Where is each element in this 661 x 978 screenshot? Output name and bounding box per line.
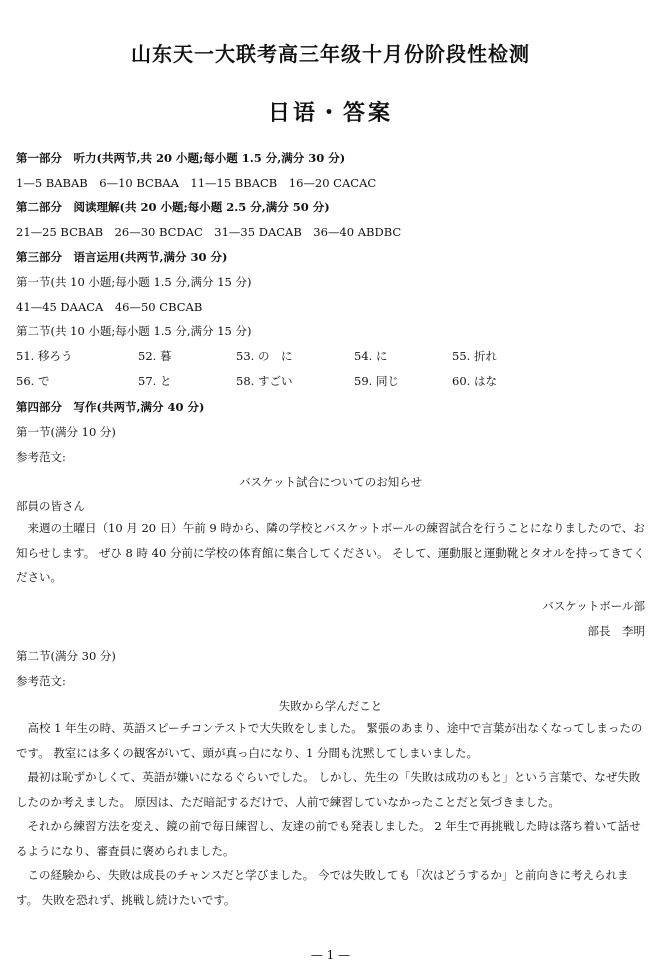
answer-54: 54. に bbox=[354, 349, 388, 363]
essay2-paragraph-1: 高校 1 年生の時、英語スピーチコンテストで大失敗をしました。 緊張のあまり、途中で言葉が出なくなってしまったのです。 教室には多くの観客がいて、頭が真っ白になり、1 分間も沈黙してしまいました。 bbox=[16, 721, 643, 760]
answer-58: 58. すごい bbox=[236, 374, 293, 388]
essay1-greeting: 部員の皆さん bbox=[16, 499, 85, 513]
essay2-paragraph-3: それから練習方法を変え、鏡の前で毎日練習し、友達の前でも発表しました。 2 年生で再挑戦した時は落ち着いて話せるようになり、審査員に褒められました。 bbox=[16, 819, 641, 858]
answer-55: 55. 折れ bbox=[452, 349, 497, 363]
part4-heading: 第四部分 写作(共两节,满分 40 分) bbox=[16, 400, 205, 414]
part3-sec2-heading: 第二节(共 10 小题;每小题 1.5 分,满分 15 分) bbox=[16, 324, 252, 338]
part3-sec1-heading: 第一节(共 10 小题;每小题 1.5 分,满分 15 分) bbox=[16, 275, 252, 289]
essay1-sign-name: 部長 李明 bbox=[587, 624, 645, 638]
essay2-title: 失敗から学んだこと bbox=[278, 699, 383, 713]
part3-sec1-answers: 41—45 DAACA 46—50 CBCAB bbox=[16, 300, 203, 314]
answer-60: 60. はな bbox=[452, 374, 497, 388]
answer-56: 56. で bbox=[16, 374, 50, 388]
essay1-title: バスケット試合についてのお知らせ bbox=[239, 475, 422, 489]
page-title: 山东天一大联考高三年级十月份阶段性检测 bbox=[131, 42, 530, 66]
essay2-paragraph-2: 最初は恥ずかしくて、英語が嫌いになるぐらいでした。 しかし、先生の「失敗は成功のもと」という言葉で、なぜ失敗したのか考えました。 原因は、ただ暗記するだけで、人前で練習していなかったことだと気づきました。 bbox=[16, 770, 641, 809]
part4-sec2-heading: 第二节(满分 30 分) bbox=[16, 649, 116, 663]
essay1-body: 来週の土曜日（10 月 20 日）午前 9 時から、隣の学校とバスケットボールの練習試合を行うことになりましたので、お知らせします。 ぜひ 8 時 40 分前に学校の体育館に集合してください。 そして、運動服と運動靴とタオルを持ってきてください。 bbox=[16, 521, 645, 584]
part1-answers: 1—5 BABAB 6—10 BCBAA 11—15 BBACB 16—20 CACAC bbox=[16, 176, 377, 190]
part4-sec2-ref-label: 参考范文: bbox=[16, 674, 66, 688]
answer-59: 59. 同じ bbox=[354, 374, 399, 388]
answer-52: 52. 暮 bbox=[138, 349, 172, 363]
answer-51: 51. 移ろう bbox=[16, 349, 73, 363]
part3-heading: 第三部分 语言运用(共两节,满分 30 分) bbox=[16, 250, 228, 264]
part4-sec1-heading: 第一节(满分 10 分) bbox=[16, 425, 116, 439]
page-subtitle: 日语・答案 bbox=[267, 100, 393, 126]
part4-sec1-ref-label: 参考范文: bbox=[16, 450, 66, 464]
page-number: — 1 — bbox=[310, 948, 351, 962]
essay2-paragraph-4: この経験から、失敗は成長のチャンスだと学びました。 今では失敗しても「次はどうするか」と前向きに考えられます。 失敗を恐れず、挑戦し続けたいです。 bbox=[16, 868, 629, 907]
part1-heading: 第一部分 听力(共两节,共 20 小题;每小题 1.5 分,满分 30 分) bbox=[16, 151, 346, 165]
essay1-sign-club: バスケットボール部 bbox=[542, 599, 645, 613]
answer-57: 57. と bbox=[138, 374, 172, 388]
answer-53: 53. の に bbox=[236, 349, 293, 363]
part2-heading: 第二部分 阅读理解(共 20 小题;每小题 2.5 分,满分 50 分) bbox=[16, 200, 330, 214]
part2-answers: 21—25 BCBAB 26—30 BCDAC 31—35 DACAB 36—40 ABDBC bbox=[16, 225, 402, 239]
